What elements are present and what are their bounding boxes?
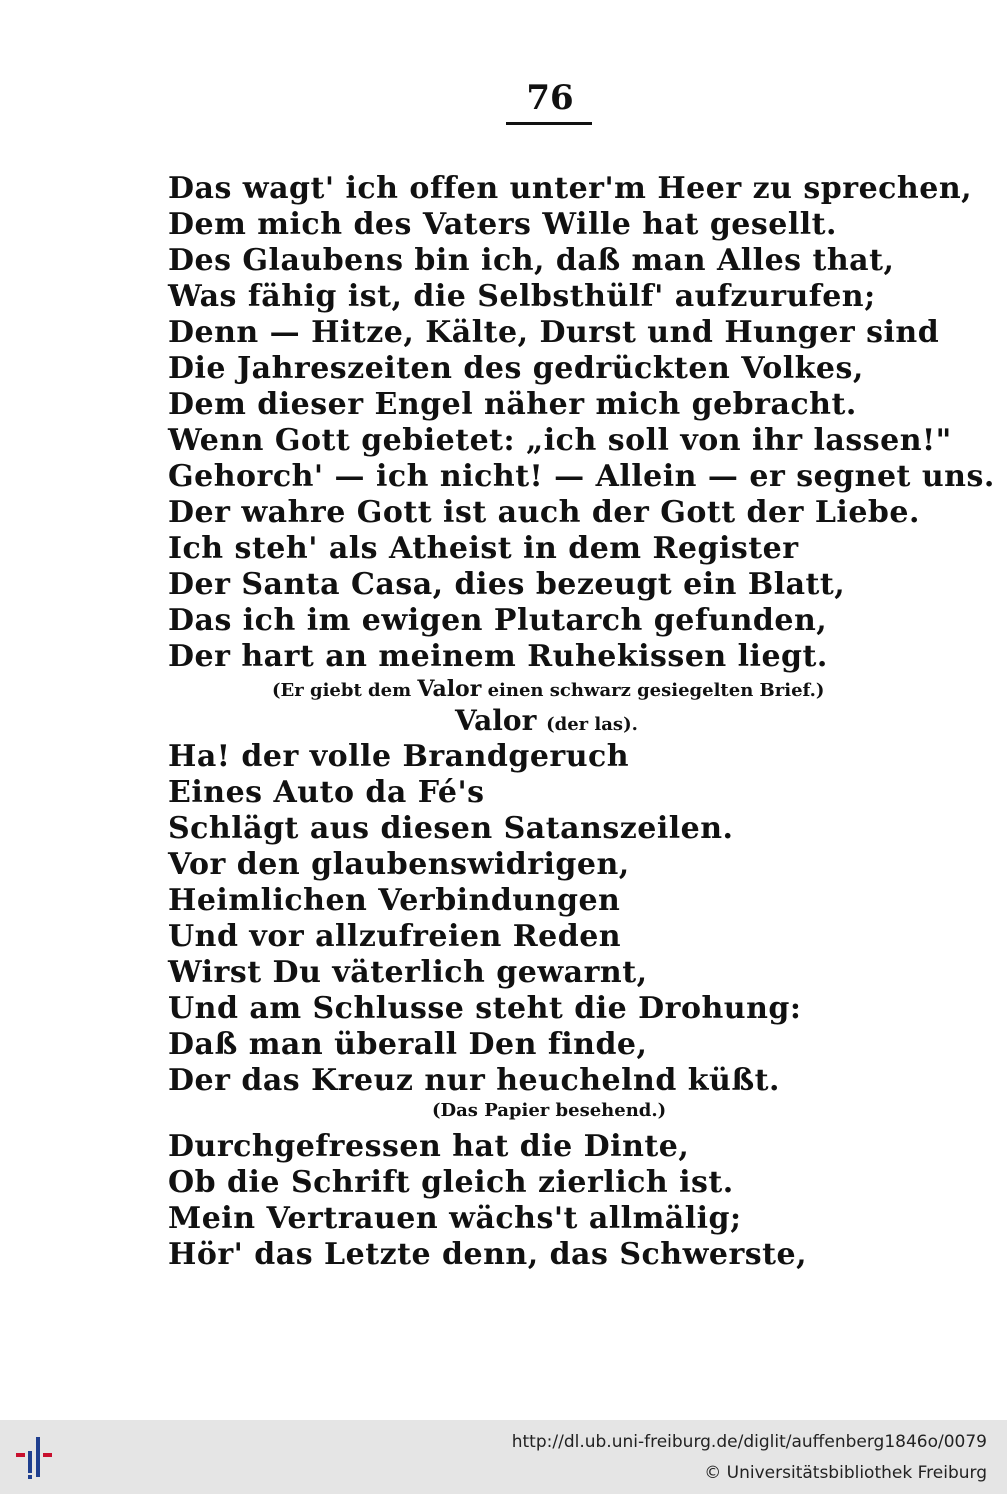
stage-direction <box>272 676 824 702</box>
verse-line: Das ich im ewigen Plutarch gefunden, <box>168 603 828 638</box>
verse-line: Und vor allzufreien Reden <box>168 919 622 954</box>
verse-line: Was fähig ist, die Selbsthülf' aufzurufen; <box>168 279 876 314</box>
verse-line: Das wagt' ich offen unter'm Heer zu sprechen, <box>168 171 973 206</box>
verse-line: Dem dieser Engel näher mich gebracht. <box>168 387 857 422</box>
verse-line: Der wahre Gott ist auch der Gott der Liebe. <box>168 495 920 530</box>
verse-line: Ob die Schrift gleich zierlich ist. <box>168 1165 734 1200</box>
verse-line: Und am Schlusse steht die Drohung: <box>168 991 802 1026</box>
speaker-aside: (der las). <box>546 714 638 735</box>
page-number: 76 <box>526 78 574 118</box>
verse-line: Die Jahreszeiten des gedrückten Volkes, <box>168 351 864 386</box>
speaker-heading <box>455 704 638 737</box>
verse-line: Wenn Gott gebietet: „ich soll von ihr lassen!" <box>168 423 952 458</box>
speaker-name: Valor <box>455 704 537 737</box>
stage-direction-name: Valor <box>417 676 482 702</box>
copyright-notice: © Universitätsbibliothek Freiburg <box>704 1463 987 1483</box>
verse-line: Ich steh' als Atheist in dem Register <box>168 531 799 566</box>
verse-line: Gehorch' — ich nicht! — Allein — er segnet uns. <box>168 459 995 494</box>
verse-line: Durchgefressen hat die Dinte, <box>168 1129 690 1164</box>
verse-line: Wirst Du väterlich gewarnt, <box>168 955 648 990</box>
verse-line: Der hart an meinem Ruhekissen liegt. <box>168 639 828 674</box>
verse-line: Dem mich des Vaters Wille hat gesellt. <box>168 207 837 242</box>
verse-line: Eines Auto da Fé's <box>168 775 485 810</box>
permalink-url[interactable]: http://dl.ub.uni-freiburg.de/diglit/auffenberg1846o/0079 <box>511 1432 987 1452</box>
verse-line: Daß man überall Den finde, <box>168 1027 648 1062</box>
verse-line: Hör' das Letzte denn, das Schwerste, <box>168 1237 808 1272</box>
verse-line: Vor den glaubenswidrigen, <box>168 847 630 882</box>
verse-line: Der das Kreuz nur heuchelnd küßt. <box>168 1063 780 1098</box>
verse-line: Ha! der volle Brandgeruch <box>168 739 630 774</box>
verse-line: Der Santa Casa, dies bezeugt ein Blatt, <box>168 567 846 602</box>
ub-freiburg-logo-icon[interactable] <box>12 1431 64 1483</box>
verse-line: Denn — Hitze, Kälte, Durst und Hunger sind <box>168 315 940 350</box>
viewer-footer <box>0 1420 1007 1494</box>
verse-line: Heimlichen Verbindungen <box>168 883 621 918</box>
verse-line: Des Glaubens bin ich, daß man Alles that, <box>168 243 895 278</box>
stage-direction: (Das Papier besehend.) <box>432 1100 667 1121</box>
verse-line: Mein Vertrauen wächs't allmälig; <box>168 1201 742 1236</box>
stage-direction-text: (Er giebt dem <box>272 680 418 701</box>
stage-direction-text: einen schwarz gesiegelten Brief.) <box>481 680 825 701</box>
page-number-rule <box>506 122 592 125</box>
verse-line: Schlägt aus diesen Satanszeilen. <box>168 811 734 846</box>
